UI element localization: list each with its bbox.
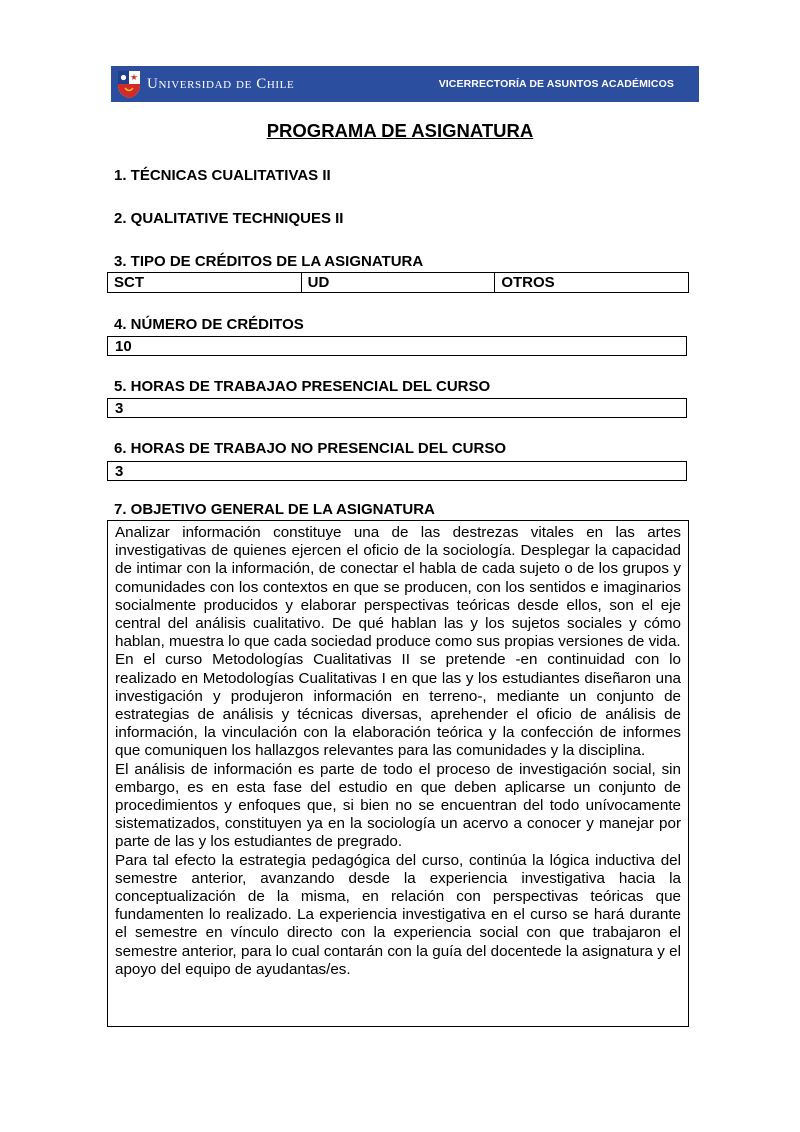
section-7-heading: 7. OBJETIVO GENERAL DE LA ASIGNATURA bbox=[114, 501, 435, 518]
section-3-heading: 3. TIPO DE CRÉDITOS DE LA ASIGNATURA bbox=[114, 253, 424, 270]
objective-paragraph: Analizar información constituye una de las destrezas vitales en las artes investigativas de quienes ejercen el oficio de la sociología. Desplegar la capacidad de intimar con la información, de conectar el habla de cada sujeto o de los grupos y comunidades con los contextos en que se producen, con los sentidos e imaginarios socialmente producidos y elaborar perspectivas teóricas desde ellos, son el eje central del análisis cualitativo. De qué hablan las y los sujetos sociales y cómo hablan, muestra lo que cada sociedad produce como sus propias versiones de vida. bbox=[115, 524, 681, 651]
section-6-heading: 6. HORAS DE TRABAJO NO PRESENCIAL DEL CURSO bbox=[114, 440, 506, 457]
section-2-heading: 2. QUALITATIVE TECHNIQUES II bbox=[114, 210, 344, 227]
objective-paragraph: En el curso Metodologías Cualitativas II se pretende -en continuidad con lo realizado en Metodologías Cualitativas I en que las y los estudiantes diseñaron una investigación y produjeron información en terreno-, mediante un conjunto de estrategias de análisis y técnicas diversas, aprehender el oficio de análisis de información, la vinculación con la elaboración teórica y la confección de informes que comuniquen los hallazgos relevantes para las comunidades y la disciplina. bbox=[115, 651, 681, 760]
presential-hours-value: 3 bbox=[115, 400, 124, 417]
presential-hours-box bbox=[107, 398, 687, 418]
university-name: UNIVERSIDAD DE CHILE bbox=[147, 76, 295, 92]
credit-type-table bbox=[107, 272, 689, 293]
section-1-heading: 1. TÉCNICAS CUALITATIVAS II bbox=[114, 167, 331, 184]
non-presential-hours-box bbox=[107, 461, 687, 481]
general-objective-box bbox=[107, 520, 689, 1027]
section-5-heading: 5. HORAS DE TRABAJAO PRESENCIAL DEL CURSO bbox=[114, 378, 491, 395]
non-presential-hours-value: 3 bbox=[115, 463, 124, 480]
credit-type-cell-otros: OTROS bbox=[494, 273, 688, 292]
section-4-heading: 4. NÚMERO DE CRÉDITOS bbox=[114, 316, 304, 333]
credit-type-cell-ud: UD bbox=[301, 273, 495, 292]
header-banner bbox=[111, 66, 699, 102]
vicerrectoria-label: VICERRECTORÍA DE ASUNTOS ACADÉMICOS bbox=[438, 78, 674, 90]
objective-paragraph: Para tal efecto la estrategia pedagógica del curso, continúa la lógica inductiva del semestre anterior, avanzando desde la experiencia investigativa hacia la conceptualización de la misma, en relación con perspectivas teóricas que fundamenten lo realizado. La experiencia investigativa en el curso se hará durante el semestre en vínculo directo con la experiencia social con que trabajaron el semestre anterior, para lo cual contarán con la guía del docentede la asignatura y el apoyo del equipo de ayudantas/es. bbox=[115, 851, 681, 978]
page-title: PROGRAMA DE ASIGNATURA bbox=[266, 120, 534, 141]
credits-number-box bbox=[107, 336, 687, 356]
credits-number-value: 10 bbox=[115, 338, 132, 355]
credit-type-cell-sct: SCT bbox=[114, 274, 144, 291]
objective-paragraph: El análisis de información es parte de todo el proceso de investigación social, sin embargo, es en esta fase del estudio en que deben aplicarse un conjunto de procedimientos y enfoques que, si bien no se encuentran del todo unívocamente sistematizados, constituyen ya en la sociología un acervo a conocer y manejar por parte de las y los estudiantes de pregrado. bbox=[115, 760, 681, 851]
university-crest-icon bbox=[116, 69, 142, 99]
